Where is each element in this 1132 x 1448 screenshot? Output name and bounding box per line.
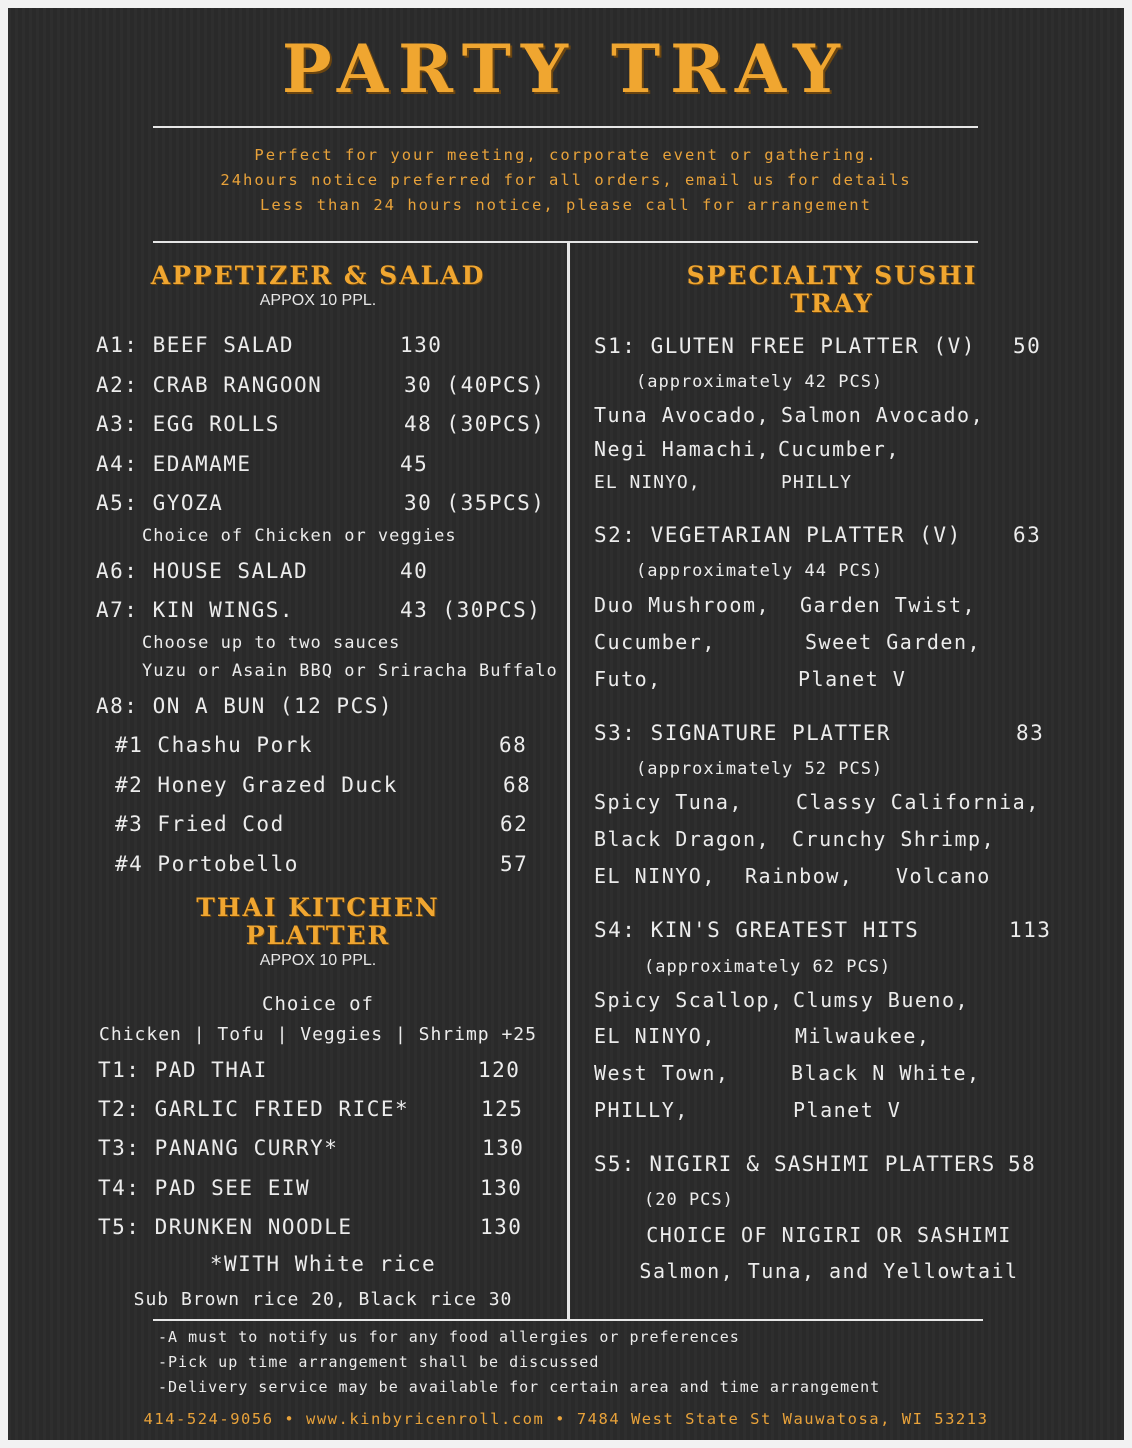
platter-name: S1: GLUTEN FREE PLATTER (V) (594, 334, 976, 358)
roll-name: Planet V (793, 1098, 902, 1122)
platter-name: S5: NIGIRI & SASHIMI PLATTERS (594, 1152, 996, 1176)
menu-item-name: T3: PANANG CURRY* (98, 1136, 339, 1160)
roll-name: Black Dragon, (594, 827, 771, 851)
roll-name: Planet V (798, 667, 907, 691)
menu-item-price: 40 (400, 559, 429, 583)
menu-item-price: 130 (482, 1136, 525, 1160)
roll-name: Garden Twist, (800, 593, 977, 617)
roll-name: Futo, (594, 667, 662, 691)
platter-price: 113 (1009, 918, 1052, 942)
menu-item-name: A2: CRAB RANGOON (96, 373, 323, 397)
platter-price: 83 (1016, 721, 1045, 745)
item-note: Yuzu or Asain BBQ or Sriracha Buffalo (142, 661, 558, 681)
sub-note: Sub Brown rice 20, Black rice 30 (133, 1289, 513, 1310)
roll-name: Clumsy Bueno, (793, 988, 970, 1012)
roll-name: Cucumber, (594, 630, 716, 654)
roll-name: Sweet Garden, (805, 630, 982, 654)
platter-desc: CHOICE OF NIGIRI OR SASHIMI (646, 1223, 1012, 1247)
roll-name: Classy California, (796, 790, 1040, 814)
roll-name: Negi Hamachi, (594, 437, 771, 461)
footer-note: -A must to notify us for any food allergies or preferences (158, 1328, 740, 1346)
bun-item-price: 57 (500, 852, 529, 876)
roll-name: Spicy Tuna, (594, 790, 743, 814)
bun-item-price: 68 (499, 733, 528, 757)
menu-item-price: 120 (478, 1058, 521, 1082)
menu-item-name: A3: EGG ROLLS (96, 412, 280, 436)
platter-count: (20 PCS) (644, 1190, 734, 1210)
roll-name: Rainbow, (745, 864, 854, 888)
notice-line: Less than 24 hours notice, please call for arrangement (260, 196, 872, 214)
notice-line: 24hours notice preferred for all orders, email us for details (220, 171, 912, 189)
menu-item-name: T4: PAD SEE EIW (98, 1176, 311, 1200)
menu-item-name: A5: GYOZA (96, 491, 224, 515)
roll-name: Crunchy Shrimp, (792, 827, 996, 851)
section-heading-appetizer: APPETIZER & SALAD (150, 261, 486, 290)
bun-item-name: #4 Portobello (115, 852, 299, 876)
platter-name: S2: VEGETARIAN PLATTER (V) (594, 523, 962, 547)
roll-name: Milwaukee, (795, 1024, 931, 1048)
roll-name: PHILLY (781, 472, 853, 493)
menu-item-name: A8: ON A BUN (12 PCS) (96, 694, 394, 718)
notice-line: Perfect for your meeting, corporate event or gathering. (254, 146, 878, 164)
item-note: Choice of Chicken or veggies (142, 526, 457, 546)
roll-name: Salmon Avocado, (781, 403, 985, 427)
roll-name: PHILLY, (594, 1098, 689, 1122)
platter-name: S4: KIN'S GREATEST HITS (594, 918, 920, 942)
roll-name: Volcano (896, 864, 991, 888)
section-sub: APPOX 10 PPL. (259, 952, 377, 969)
menu-item-price: 43 (30PCS) (400, 598, 542, 622)
menu-item-name: T2: GARLIC FRIED RICE* (98, 1097, 410, 1121)
platter-price: 58 (1008, 1152, 1037, 1176)
menu-item-price: 48 (30PCS) (404, 412, 546, 436)
column-divider (567, 243, 570, 1321)
roll-name: EL NINYO, (594, 472, 701, 493)
roll-name: Duo Mushroom, (594, 593, 771, 617)
bun-item-name: #1 Chashu Pork (115, 733, 314, 757)
roll-name: EL NINYO, (594, 1024, 716, 1048)
platter-count: (approximately 44 PCS) (636, 561, 884, 581)
platter-count: (approximately 52 PCS) (636, 759, 884, 779)
bun-item-name: #3 Fried Cod (115, 812, 285, 836)
platter-desc: Salmon, Tuna, and Yellowtail (639, 1259, 1019, 1283)
section-sub: APPOX 10 PPL. (259, 292, 377, 309)
menu-item-price: 130 (400, 333, 443, 357)
item-note: Choose up to two sauces (142, 633, 401, 653)
platter-name: S3: SIGNATURE PLATTER (594, 721, 892, 745)
section-heading-thai: PLATTER (245, 921, 391, 950)
menu-item-name: A1: BEEF SALAD (96, 333, 295, 357)
choice-label: Choice of (262, 993, 374, 1015)
menu-item-price: 130 (480, 1176, 523, 1200)
section-heading-sushi: TRAY (790, 289, 874, 318)
menu-item-name: A6: HOUSE SALAD (96, 559, 309, 583)
menu-item-name: T5: DRUNKEN NOODLE (98, 1215, 353, 1239)
contact-line: 414-524-9056 • www.kinbyricenroll.com • 7484 West State St Wauwatosa, WI 53213 (143, 1410, 989, 1428)
roll-name: EL NINYO, (594, 864, 716, 888)
menu-item-price: 130 (480, 1215, 523, 1239)
menu-item-name: T1: PAD THAI (98, 1058, 268, 1082)
section-heading-thai: THAI KITCHEN (196, 893, 440, 922)
divider (153, 126, 978, 128)
menu-item-price: 125 (481, 1097, 524, 1121)
bun-item-name: #2 Honey Grazed Duck (115, 773, 398, 797)
roll-name: Tuna Avocado, (594, 403, 771, 427)
footer-note: -Delivery service may be available for certain area and time arrangement (158, 1378, 881, 1396)
roll-name: West Town, (594, 1061, 730, 1085)
menu-item-price: 30 (40PCS) (404, 373, 546, 397)
platter-price: 63 (1013, 523, 1042, 547)
platter-count: (approximately 62 PCS) (644, 957, 892, 977)
footer-note: -Pick up time arrangement shall be discussed (158, 1353, 600, 1371)
roll-name: Cucumber, (778, 437, 900, 461)
menu-item-price: 45 (400, 452, 429, 476)
choice-options: Chicken | Tofu | Veggies | Shrimp +25 (99, 1024, 537, 1045)
rice-note: *WITH White rice (209, 1252, 437, 1276)
menu-item-name: A4: EDAMAME (96, 452, 252, 476)
divider (153, 241, 978, 243)
platter-price: 50 (1013, 334, 1042, 358)
bun-item-price: 68 (503, 773, 532, 797)
bun-item-price: 62 (500, 812, 529, 836)
divider (153, 1319, 983, 1321)
section-heading-sushi: SPECIALTY SUSHI (686, 261, 978, 290)
platter-count: (approximately 42 PCS) (636, 372, 884, 392)
roll-name: Spicy Scallop, (594, 988, 784, 1012)
menu-item-name: A7: KIN WINGS. (96, 598, 295, 622)
menu-item-price: 30 (35PCS) (404, 491, 546, 515)
page-title: PARTY TRAY (282, 30, 850, 108)
roll-name: Black N White, (791, 1061, 981, 1085)
